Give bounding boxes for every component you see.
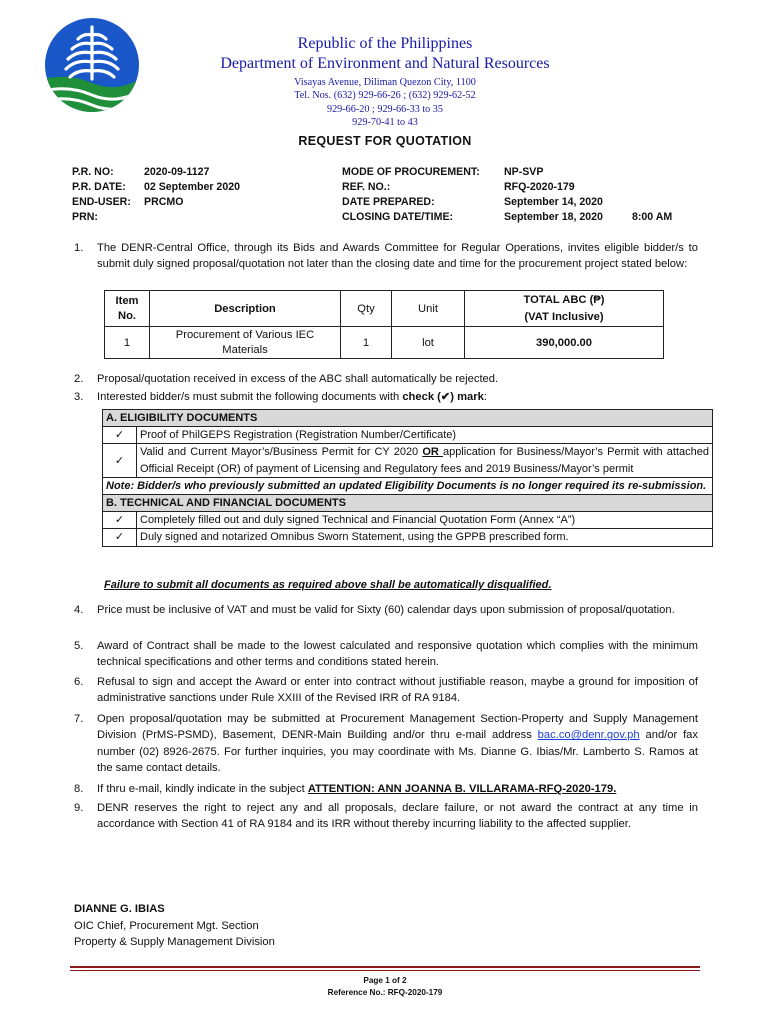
item-8-attention: ATTENTION: ANN JOANNA B. VILLARAMA-RFQ-2020-179.: [307, 783, 617, 795]
letterhead-tel-2: 929-66-20 ; 929-66-33 to 35: [326, 103, 443, 115]
section-b-heading: B. TECHNICAL AND FINANCIAL DOCUMENTS: [103, 495, 713, 512]
check-icon: ✓: [103, 444, 137, 477]
cell-unit: lot: [392, 327, 465, 359]
item-1-text: The DENR-Central Office, through its Bids and Awards Committee for Regular Operations, invites eligible bidder/s to submit duly signed proposal/quotation not later than the closing date and time for the procurement project stated below:: [97, 242, 698, 271]
mode-label: MODE OF PROCUREMENT:: [342, 166, 480, 178]
item-2-text: Proposal/quotation received in excess of the ABC shall automatically be rejected.: [97, 373, 499, 385]
date-prepared-label: DATE PREPARED:: [342, 196, 435, 208]
letterhead-tel-3: 929-70-41 to 43: [352, 117, 418, 129]
check-icon: ✓: [103, 529, 137, 546]
letterhead-tel-1: Tel. Nos. (632) 929-66-26 ; (632) 929-62-52: [294, 90, 476, 102]
pr-no-label: P.R. NO:: [72, 166, 114, 178]
item-6-number: 6.: [74, 676, 84, 688]
letterhead-department: Department of Environment and Natural Resources: [220, 55, 550, 72]
item-8-text: [97, 781, 717, 797]
footer-reference: Reference No.: RFQ-2020-179: [327, 988, 443, 997]
item-9-text: DENR reserves the right to reject any and all proposals, declare failure, or not award the contract at any time in accordance with Section 41 of RA 9184 and its IRR without thereby incurring liability to the affected supplier.: [97, 802, 698, 831]
ref-no-label: REF. NO.:: [342, 181, 391, 193]
doc-philgeps: Proof of PhilGEPS Registration (Registration Number/Certificate): [137, 427, 713, 444]
procurement-table: [104, 290, 664, 359]
item-9-number: 9.: [74, 802, 84, 814]
end-user-value: PRCMO: [144, 196, 184, 208]
item-5-number: 5.: [74, 640, 84, 652]
cell-item: 1: [105, 327, 150, 359]
signatory-division: Property & Supply Management Division: [74, 936, 275, 948]
meta-left: [72, 165, 312, 225]
email-link[interactable]: bac.co@denr.gov.ph: [537, 729, 640, 742]
check-icon: ✓: [103, 427, 137, 444]
check-icon: ✓: [103, 512, 137, 529]
item-7-post: and/or fax number (02) 8926-2675. For further inquiries, you may coordinate with Ms. Dianne G. Ibias/Mr. Lamberto S. Ramos at the same contact details.: [97, 729, 698, 774]
eligibility-table: [102, 409, 713, 547]
meta-right: [342, 165, 702, 225]
doc-mayors-permit-pre: Valid and Current Mayor’s/Business Permit for CY 2020: [140, 446, 423, 459]
item-6-text: Refusal to sign and accept the Award or enter into contract without justifiable reason, maybe a ground for imposition of administrative sanctions under Rule XXIII of the Revised IRR of RA 9184.: [97, 676, 698, 705]
doc-mayors-permit-or: OR: [422, 446, 443, 459]
letterhead: [180, 34, 590, 130]
end-user-label: END-USER:: [72, 196, 131, 208]
item-3-pre: Interested bidder/s must submit the following documents with: [97, 391, 403, 403]
col-total-abc-line2: (VAT Inclusive): [524, 310, 604, 323]
item-8-pre: If thru e-mail, kindly indicate in the subject: [97, 783, 308, 795]
signatory: [74, 902, 275, 951]
closing-time-value: 8:00 AM: [632, 211, 673, 223]
doc-mayors-permit: [137, 444, 713, 477]
ref-no-value: RFQ-2020-179: [504, 181, 575, 193]
cell-qty: 1: [341, 327, 392, 359]
doc-quotation-form: Completely filled out and duly signed Technical and Financial Quotation Form (Annex “A”): [137, 512, 713, 529]
letterhead-republic: Republic of the Philippines: [297, 35, 473, 52]
failure-warning: Failure to submit all documents as required above shall be automatically disqualified.: [104, 579, 552, 591]
cell-description: Procurement of Various IEC Materials: [150, 327, 341, 359]
col-item-no: Item No.: [105, 291, 150, 327]
footer-page-number: Page 1 of 2: [363, 976, 407, 985]
col-qty: Qty: [341, 291, 392, 327]
signatory-name: DIANNE G. IBIAS: [74, 903, 165, 915]
pr-date-label: P.R. DATE:: [72, 181, 126, 193]
item-3-bold: check (✔) mark: [402, 391, 484, 403]
section-a-heading: A. ELIGIBILITY DOCUMENTS: [103, 410, 713, 427]
col-total-abc-line1: TOTAL ABC (₱): [523, 293, 605, 306]
mode-value: NP-SVP: [504, 166, 544, 178]
item-7-number: 7.: [74, 713, 84, 725]
item-8-number: 8.: [74, 783, 84, 795]
doc-mayors-permit-post: application for Business/Mayor’s Permit with attached Official Receipt (OR) of payment of Licensing and Regulatory fees and 2019 Business/Mayor’s permit: [140, 446, 709, 475]
item-1-number: 1.: [74, 242, 84, 254]
letterhead-address: Visayas Avenue, Diliman Quezon City, 1100: [294, 77, 476, 88]
doc-omnibus-statement: Duly signed and notarized Omnibus Sworn Statement, using the GPPB prescribed form.: [137, 529, 713, 546]
item-7-pre: Open proposal/quotation may be submitted at Procurement Management Section-Property and Supply Management Division (PrMS-PSMD), Basement, DENR-Main Building and/or thru e-mail address: [97, 713, 698, 742]
pr-no-value: 2020-09-1127: [144, 166, 210, 178]
cell-abc: 390,000.00: [465, 327, 664, 359]
closing-date-value: September 18, 2020: [504, 211, 603, 223]
prn-label: PRN:: [72, 211, 98, 223]
item-4-text: Price must be inclusive of VAT and must be valid for Sixty (60) calendar days upon submission of proposal/quotation.: [97, 604, 675, 616]
date-prepared-value: September 14, 2020: [504, 196, 603, 208]
pr-date-value: 02 September 2020: [144, 181, 240, 193]
item-3-post: :: [483, 391, 487, 403]
item-3-text: [97, 389, 698, 405]
item-2-number: 2.: [74, 373, 84, 385]
eligibility-note: Note: Bidder/s who previously submitted an updated Eligibility Documents is no longer required its re-submission.: [103, 477, 713, 494]
item-3-number: 3.: [74, 391, 84, 403]
col-unit: Unit: [392, 291, 465, 327]
col-description: Description: [150, 291, 341, 327]
item-4-number: 4.: [74, 604, 84, 616]
denr-logo: [44, 17, 140, 113]
footer-rule: [70, 966, 700, 971]
item-5-text: Award of Contract shall be made to the lowest calculated and responsive quotation which complies with the minimum technical specifications and other terms and conditions stated herein.: [97, 640, 698, 669]
closing-label: CLOSING DATE/TIME:: [342, 211, 454, 223]
col-total-abc: [465, 291, 664, 327]
signatory-title: OIC Chief, Procurement Mgt. Section: [74, 919, 259, 932]
item-7-text: [97, 711, 698, 776]
document-title: REQUEST FOR QUOTATION: [298, 134, 472, 148]
